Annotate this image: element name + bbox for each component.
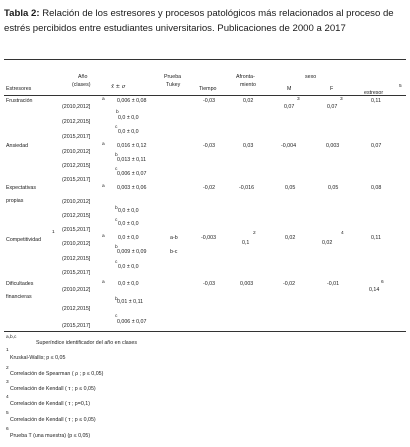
class-superscript: c	[115, 125, 118, 130]
header-mean-sd: x̄ ± σ	[111, 84, 126, 90]
mean-sd-value: 0,0 ± 0,0	[118, 208, 139, 214]
table-top-rule	[4, 59, 406, 60]
mean-sd-value: 0,0 ± 0,0	[118, 264, 139, 270]
estresor-value: 0,11	[371, 98, 381, 104]
mean-sd-value: 0,013 ± 0,11	[117, 157, 147, 163]
estresor-value: 0,14	[369, 287, 380, 293]
m-value: -0,004	[281, 143, 297, 149]
class-superscript: a	[102, 234, 105, 239]
tiempo-value: -0,02	[203, 185, 216, 191]
f-value: 0,02	[322, 240, 333, 246]
tiempo-value: -0,03	[203, 281, 216, 287]
year-class: (2010,2012]	[62, 241, 91, 247]
mean-sd-value: 0,01 ± 0,11	[117, 299, 144, 305]
footnote-5-mark: 5	[6, 411, 9, 416]
estresor-value: 0,11	[371, 235, 381, 241]
f-superscript: 4	[341, 231, 344, 236]
class-superscript: b	[115, 245, 118, 250]
tukey-value: b-c	[170, 249, 178, 255]
stressor-name-line2: propias	[6, 198, 24, 204]
class-superscript: b	[115, 297, 118, 302]
class-superscript: c	[115, 260, 118, 265]
header-prueba: Prueba	[164, 74, 182, 80]
afrontamiento-value: 0,03	[243, 143, 254, 149]
footnote-5-text: Correlación de Kendall ( τ ; p ≤ 0,05)	[10, 417, 96, 423]
mean-sd-value: 0,009 ± 0,09	[117, 249, 147, 255]
header-f: F	[330, 86, 334, 92]
header-afronta: Afronta-	[236, 74, 255, 80]
afrontamiento-value: 0,1	[242, 240, 250, 246]
table-header-rule	[4, 95, 406, 96]
year-class: (2015,2017]	[62, 134, 91, 140]
stressor-name: Ansiedad	[6, 143, 29, 149]
header-tukey: Tukey	[166, 82, 181, 88]
stressor-name: Expectativas	[6, 185, 37, 191]
header-f-sup: 3	[340, 97, 343, 102]
caption-label: Tabla 2:	[4, 8, 40, 19]
year-class: (2015,2017]	[62, 227, 91, 233]
footnote-6-text: Prueba T (una muestra) (p ≤ 0,05)	[10, 433, 91, 439]
header-sexo: sexo	[305, 74, 317, 80]
year-class: (2015,2017]	[62, 323, 91, 329]
f-value: 0,003	[326, 143, 340, 149]
year-class: (2012,2015]	[62, 256, 91, 262]
year-class: (2012,2015]	[62, 213, 91, 219]
year-class: (2010,2012]	[62, 149, 91, 155]
header-estresor: estresor	[364, 90, 384, 96]
class-superscript: b	[115, 153, 118, 158]
year-class: (2010,2012]	[62, 287, 91, 293]
tukey-value: a-b	[170, 235, 178, 241]
stressor-name: Dificultades	[6, 281, 34, 287]
header-m: M	[287, 86, 292, 92]
header-estresor-sup: 5	[399, 84, 402, 89]
class-superscript: c	[115, 167, 118, 172]
footnote-4-mark: 4	[6, 395, 9, 400]
m-value: -0,02	[283, 281, 296, 287]
caption-text: Relación de los estresores y procesos patológicos más relacionados al proceso de estrés percibidos entre estudiantes universitarios. Publicaciones de 2000 a 2017	[4, 8, 394, 34]
header-miento: miento	[240, 82, 256, 88]
stressor-name: Competitividad	[6, 237, 42, 243]
footnote-3-text: Correlación de Kendall ( τ ; p ≤ 0,05)	[10, 386, 96, 392]
mean-sd-value: 0,006 ± 0,07	[117, 171, 147, 177]
mean-sd-value: 0,0 ± 0,0	[118, 281, 139, 287]
year-class: (2015,2017]	[62, 270, 91, 276]
afrontamiento-value: 0,02	[243, 98, 254, 104]
stressor-name: Frustración	[6, 98, 33, 104]
header-estresores: Estresores	[6, 86, 32, 92]
mean-sd-value: 0,0 ± 0,0	[118, 115, 139, 121]
class-superscript: a	[102, 280, 105, 285]
mean-sd-value: 0,006 ± 0,07	[117, 319, 147, 325]
class-superscript: b	[115, 206, 118, 211]
class-superscript: a	[102, 97, 105, 102]
table-bottom-rule	[4, 331, 406, 332]
mean-sd-value: 0,006 ± 0,08	[117, 98, 147, 104]
f-value: -0,01	[327, 281, 340, 287]
footnote-3-mark: 3	[6, 380, 9, 385]
year-class: (2010,2012]	[62, 104, 91, 110]
footnote-abc-text: Superíndice identificador del año en clases	[36, 340, 138, 346]
f-value: 0,07	[327, 104, 338, 110]
year-class: (2012,2015]	[62, 119, 91, 125]
year-class: (2012,2015]	[62, 163, 91, 169]
m-value: 0,07	[284, 104, 295, 110]
stressor-name-line2: financieras	[6, 294, 32, 300]
class-superscript: c	[115, 218, 118, 223]
footnote-abc-mark: a,b,c	[6, 335, 17, 340]
class-superscript: a	[102, 184, 105, 189]
estresor-superscript: 6	[381, 280, 384, 285]
m-value: 0,02	[285, 235, 296, 241]
header-m-sup: 3	[297, 97, 300, 102]
m-value: 0,05	[285, 185, 296, 191]
header-anio: Año	[78, 74, 88, 80]
footnote-2-mark: 2	[6, 366, 9, 371]
estresor-value: 0,07	[371, 143, 382, 149]
afrontamiento-superscript: 2	[253, 231, 256, 236]
mean-sd-value: 0,0 ± 0,0	[118, 221, 139, 227]
header-tiempo: Tiempo	[199, 86, 217, 92]
year-class: (2015,2017]	[62, 177, 91, 183]
mean-sd-value: 0,016 ± 0,12	[117, 143, 147, 149]
tiempo-value: -0,03	[203, 143, 216, 149]
table-caption	[4, 6, 406, 36]
f-value: 0,05	[328, 185, 339, 191]
class-superscript: b	[116, 110, 119, 115]
year-class: (2012,2015]	[62, 306, 91, 312]
footnote-6-mark: 6	[6, 427, 9, 432]
mean-sd-value: 0,003 ± 0,06	[117, 185, 147, 191]
class-superscript: a	[102, 142, 105, 147]
header-clases: (clases)	[72, 82, 91, 88]
footnote-1-text: Kruskal-Wallis; p ≤ 0,05	[10, 355, 66, 361]
class-superscript: c	[115, 314, 118, 319]
tiempo-value: -0,03	[203, 98, 216, 104]
stressor-superscript: 1	[52, 230, 55, 235]
footnote-2-text: Correlación de Spearman ( ρ ; p ≤ 0,05)	[10, 371, 104, 377]
year-class: (2010,2012]	[62, 199, 91, 205]
estresor-value: 0,08	[371, 185, 382, 191]
mean-sd-value: 0,0 ± 0,0	[118, 129, 139, 135]
footnote-4-text: Correlación de Kendall ( τ ; p=0,1)	[10, 401, 90, 407]
tiempo-value: -0,003	[201, 235, 217, 241]
afrontamiento-value: -0,016	[239, 185, 255, 191]
afrontamiento-value: 0,003	[240, 281, 254, 287]
mean-sd-value: 0,0 ± 0,0	[118, 235, 139, 241]
footnote-1-mark: 1	[6, 348, 9, 353]
